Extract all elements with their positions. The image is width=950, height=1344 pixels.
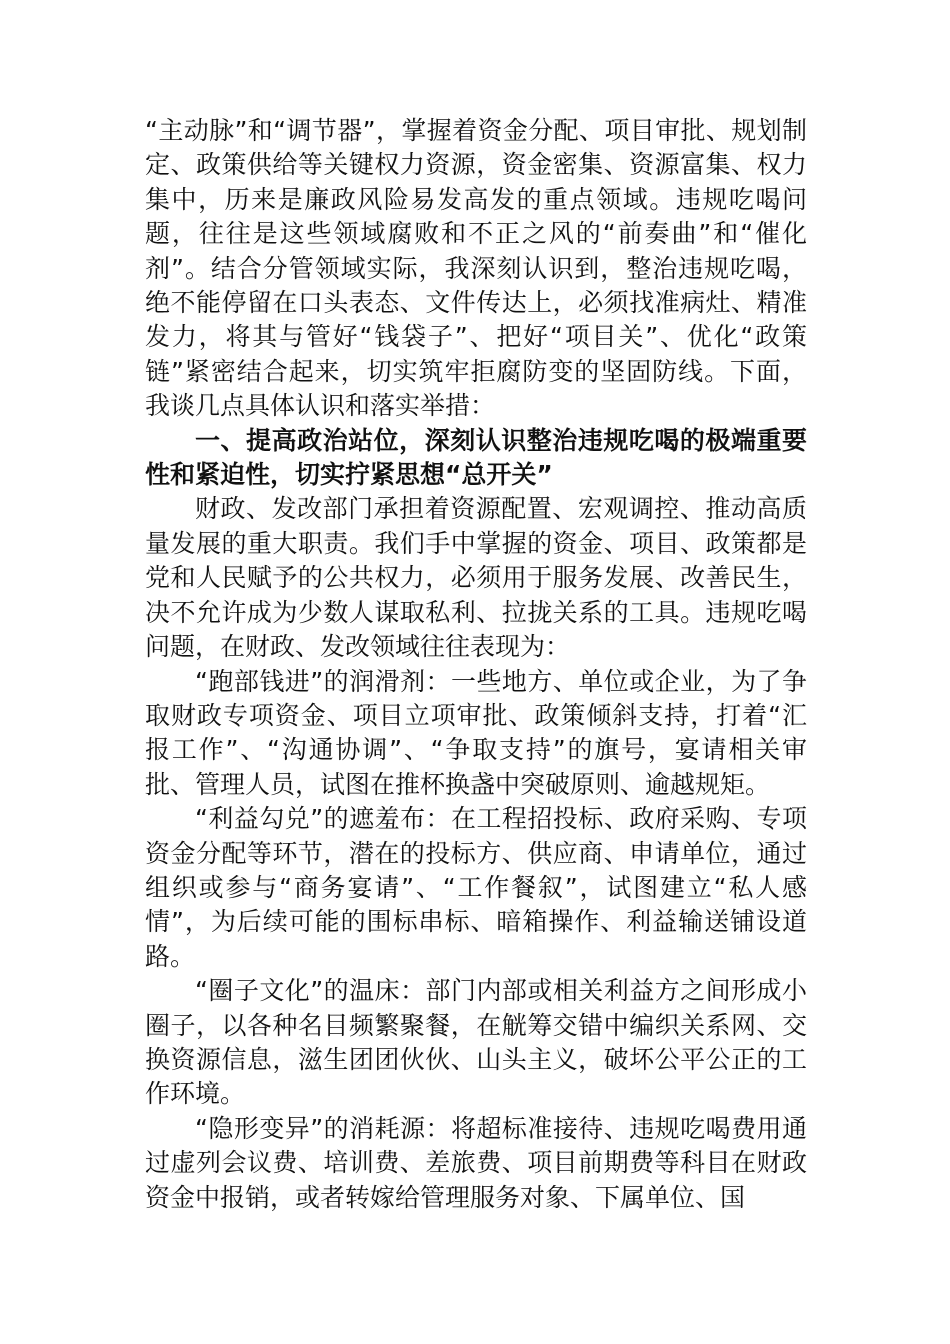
- paragraph-lubricant: “跑部钱进”的润滑剂：一些地方、单位或企业，为了争取财政专项资金、项目立项审批、政策倾斜支持，打着“汇报工作”、“沟通协调”、“争取支持”的旗号，宴请相关审批、管理人员，试图在推杯换盏中突破原则、逾越规矩。: [145, 666, 807, 799]
- paragraph-circle-culture: “圈子文化”的温床：部门内部或相关利益方之间形成小圈子，以各种名目频繁聚餐，在觥筹交错中编织关系网、交换资源信息，滋生团团伙伙、山头主义，破坏公平公正的工作环境。: [145, 976, 807, 1109]
- paragraph-intro: “主动脉”和“调节器”，掌握着资金分配、项目审批、规划制定、政策供给等关键权力资源，资金密集、资源富集、权力集中，历来是廉政风险易发高发的重点领域。违规吃喝问题，往往是这些领域腐败和不正之风的“前奏曲”和“催化剂”。结合分管领域实际，我深刻认识到，整治违规吃喝，绝不能停留在口头表态、文件传达上，必须找准病灶、精准发力，将其与管好“钱袋子”、把好“项目关”、优化“政策链”紧密结合起来，切实筑牢拒腐防变的坚固防线。下面，我谈几点具体认识和落实举措：: [145, 116, 807, 421]
- paragraph-responsibility: 财政、发改部门承担着资源配置、宏观调控、推动高质量发展的重大职责。我们手中掌握的资金、项目、政策都是党和人民赋予的公共权力，必须用于服务发展、改善民生，决不允许成为少数人谋取私利、拉拢关系的工具。违规吃喝问题，在财政、发改领域往往表现为：: [145, 494, 807, 662]
- section-heading-1: 一、提高政治站位，深刻认识整治违规吃喝的极端重要性和紧迫性，切实拧紧思想“总开关”: [145, 425, 807, 490]
- document-body: [145, 114, 807, 1215]
- paragraph-fig-leaf: “利益勾兑”的遮羞布：在工程招投标、政府采购、专项资金分配等环节，潜在的投标方、供应商、申请单位，通过组织或参与“商务宴请”、“工作餐叙”，试图建立“私人感情”，为后续可能的围标串标、暗箱操作、利益输送铺设道路。: [145, 804, 807, 971]
- paragraph-hidden-variant: “隐形变异”的消耗源：将超标准接待、违规吃喝费用通过虚列会议费、培训费、差旅费、项目前期费等科目在财政资金中报销，或者转嫁给管理服务对象、下属单位、国: [145, 1113, 807, 1212]
